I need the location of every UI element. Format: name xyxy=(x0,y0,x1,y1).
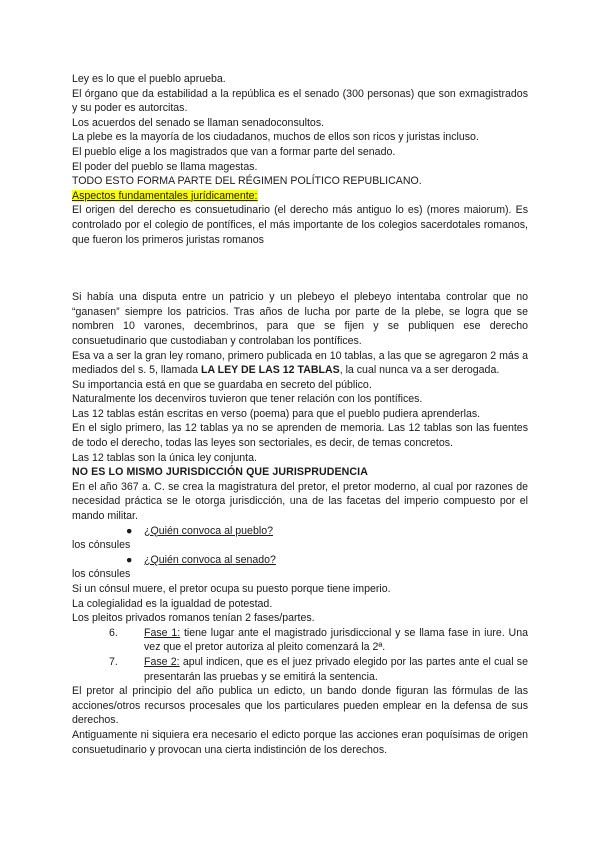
answer-pueblo: los cónsules xyxy=(72,539,131,552)
list-number: 7. xyxy=(109,655,118,668)
paragraph-origen-derecho: El origen del derecho es consuetudinario (el derecho más antiguo lo es) (mores maiorum). Es controlado por el colegio de pontífices, el más importante de los colegios sacerdotales romanos, que fueron los primeros juristas romanos xyxy=(72,204,528,246)
paragraph-gran-ley xyxy=(72,349,528,378)
answer-senado: los cónsules xyxy=(72,568,131,581)
paragraph-antiguamente: Antiguamente ni siquiera era necesario el edicto porque las acciones eran poquísimas de origen consuetudinario y provocan una cierta indistinción de los derechos. xyxy=(72,728,528,756)
text-run: Esa va a ser la gran ley romano, primero publicada en 10 tablas, a las que se agregaron 2 más a mediados del s. 5, llamada xyxy=(72,349,528,377)
paragraph-importancia: Su importancia está en que se guardaba en secreto del público. xyxy=(72,378,372,391)
paragraph-edicto: El pretor al principio del año publica un edicto, un bando donde figuran las fórmulas de las acciones/otros recursos procesales que los particulares pueden emplear en la defensa de sus derechos. xyxy=(72,685,528,727)
paragraph-pretor: En el año 367 a. C. se crea la magistratura del pretor, el pretor moderno, al cual por razones de necesidad práctica se le otorga jurisdicción, una de las facetas del imperio compuesto por el mando militar. xyxy=(72,480,528,523)
paragraph-verso: Las 12 tablas están escritas en verso (poema) para que el pueblo pudiera aprenderlas. xyxy=(72,407,481,420)
numbered-item-fase-2 xyxy=(72,655,528,684)
paragraph-pueblo-elige: El pueblo elige a los magistrados que van a formar parte del senado. xyxy=(72,145,396,158)
paragraph-senadoconsultos: Los acuerdos del senado se llaman senadoconsultos. xyxy=(72,116,325,129)
paragraph-ley: Ley es lo que el pueblo aprueba. xyxy=(72,73,226,85)
phase-text: apul indicen, que es el juez privado elegido por las partes ante el cual se presentarán las pruebas y se emitirá la sentencia. xyxy=(144,655,528,683)
bold-ley-12-tablas: LA LEY DE LAS 12 TABLAS xyxy=(200,364,340,377)
bullet-item-senado xyxy=(72,553,528,568)
numbered-item-fase-1 xyxy=(72,626,528,655)
bullet-icon: ● xyxy=(126,553,133,566)
phase-label: Fase 2: xyxy=(144,655,180,668)
section-heading-aspectos xyxy=(72,189,528,204)
paragraph-decenviros: Naturalmente los decenviros tuvieron que tener relación con los pontífices. xyxy=(72,393,423,406)
paragraph-disputa: Si había una disputa entre un patricio y un plebeyo el plebeyo intentaba controlar que no “ganasen” siempre los patricios. Tras años de lucha por parte de la plebe, se logra que se nombren 10 varones, decembrinos, para que se fijen y se publiquen ese derecho consuetudinario que custodiaban y controlaban los pontífices. xyxy=(72,291,528,347)
highlighted-heading: Aspectos fundamentales jurídicamente: xyxy=(72,189,258,202)
section-heading-jurisdiccion: NO ES LO MISMO JURISDICCIÓN QUE JURISPRUDENCIA xyxy=(72,466,368,479)
paragraph-siglo-primero: En el siglo primero, las 12 tablas ya no se aprenden de memoria. Las 12 tablas son las fuentes de todo el derecho, todas las leyes son sectoriales, es decir, de temas concretos. xyxy=(72,422,528,450)
question-senado: ¿Quién convoca al senado? xyxy=(144,553,276,566)
paragraph-colegialidad: La colegialidad es la igualdad de potestad. xyxy=(72,597,273,610)
phase-text: tiene lugar ante el magistrado jurisdiccional y se llama fase in iure. Una vez que el pretor autoriza al pleito comenzará la 2ª. xyxy=(144,626,528,654)
paragraph-consul-muere: Si un cónsul muere, el pretor ocupa su puesto porque tiene imperio. xyxy=(72,583,391,595)
paragraph-magestas: El poder del pueblo se llama magestas. xyxy=(72,160,258,173)
paragraph-plebe: La plebe es la mayoría de los ciudadanos, muchos de ellos son ricos y juristas incluso. xyxy=(72,131,479,144)
blank-gap xyxy=(72,247,528,290)
bullet-icon: ● xyxy=(126,524,133,537)
paragraph-regimen: TODO ESTO FORMA PARTE DEL RÉGIMEN POLÍTICO REPUBLICANO. xyxy=(72,175,422,188)
bullet-item-pueblo xyxy=(72,524,528,539)
question-pueblo: ¿Quién convoca al pueblo? xyxy=(144,524,273,537)
paragraph-senado: El órgano que da estabilidad a la república es el senado (300 personas) que son exmagistrados y su poder es autorcitas. xyxy=(72,87,528,115)
paragraph-pleitos: Los pleitos privados romanos tenían 2 fases/partes. xyxy=(72,612,315,625)
list-number: 6. xyxy=(109,626,118,639)
text-run: , la cual nunca va a ser derogada. xyxy=(339,364,500,377)
phase-label: Fase 1: xyxy=(144,626,181,639)
paragraph-ley-conjunta: Las 12 tablas son la única ley conjunta. xyxy=(72,451,257,464)
